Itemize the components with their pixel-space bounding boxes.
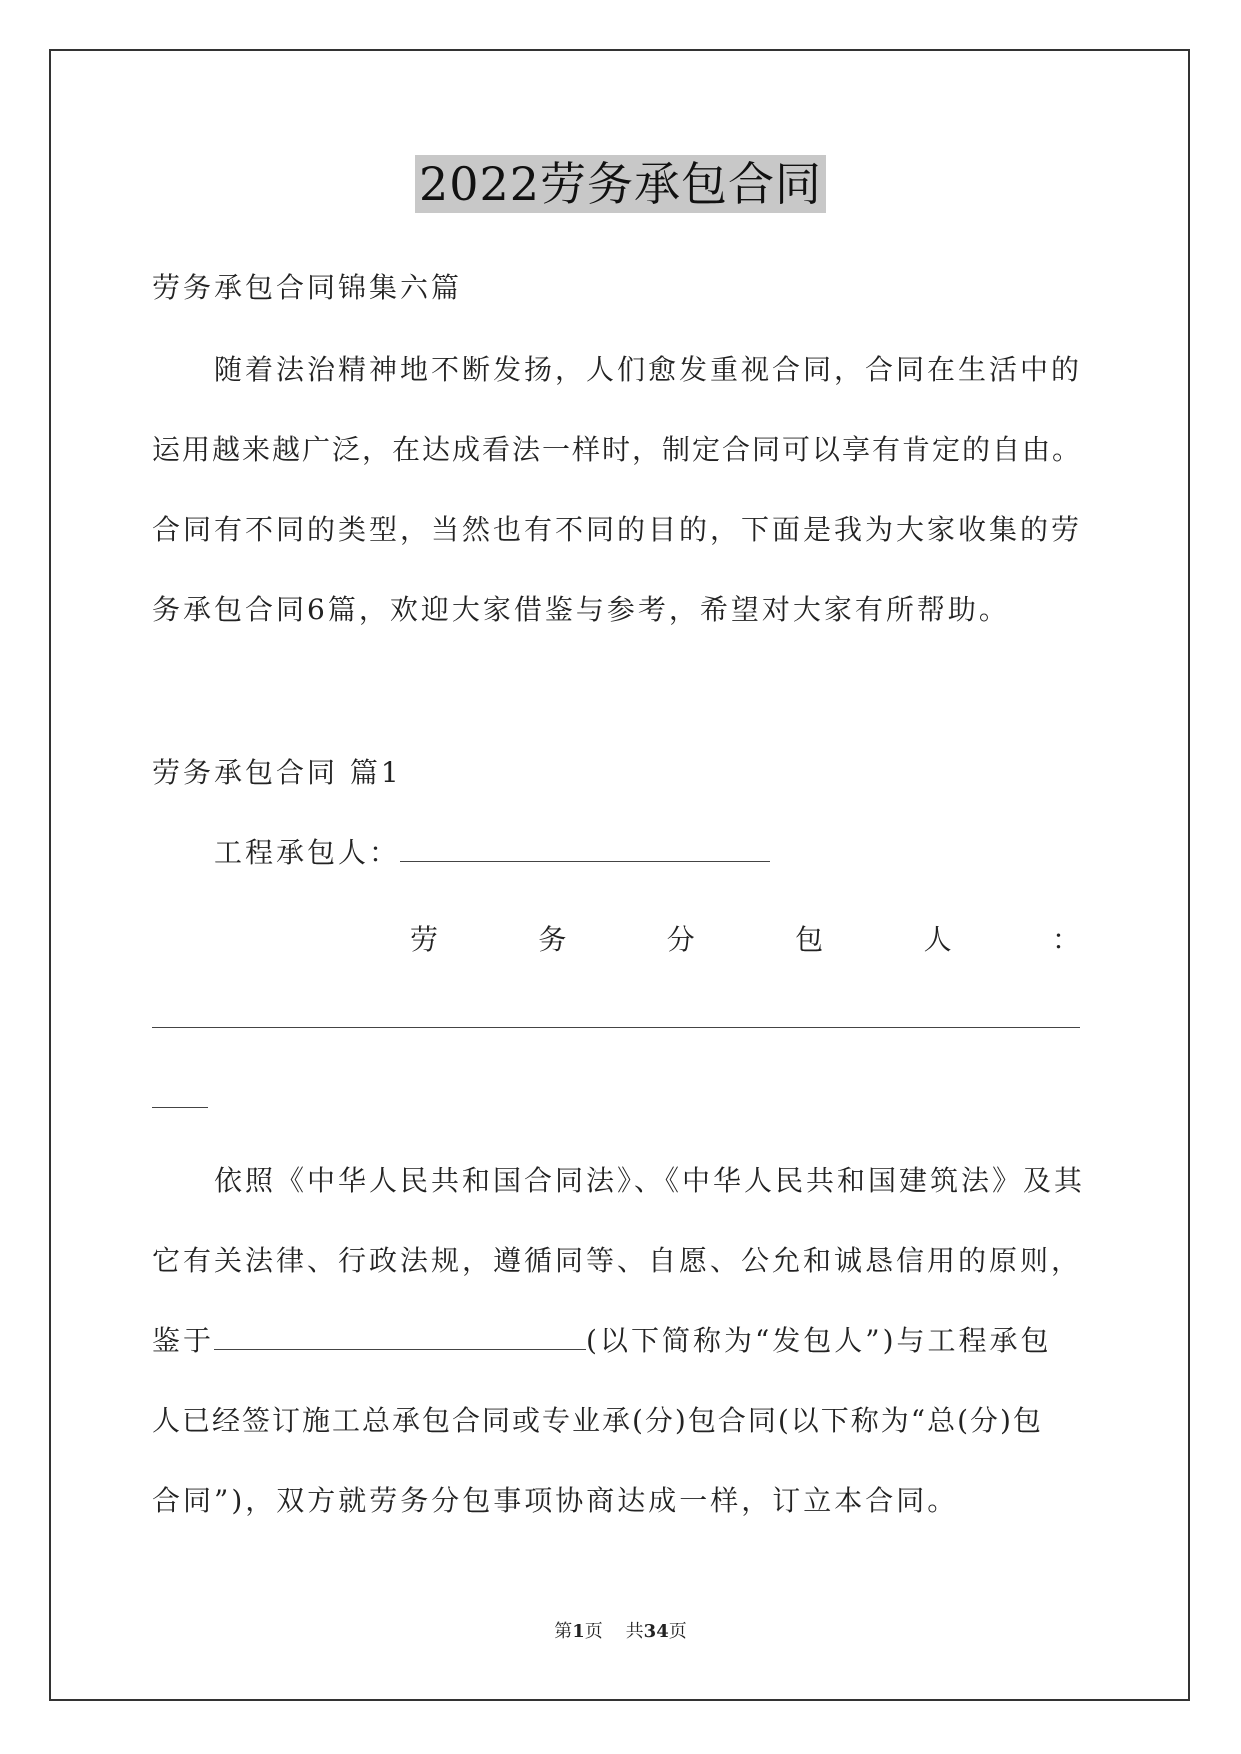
body-line-3-post: (以下简称为“发包人”)与工程承包 (586, 1324, 1052, 1357)
subcontractor-blank-line (152, 1027, 1080, 1028)
footer-page-number: 1 (572, 1621, 585, 1642)
body-line-3-pre: 鉴于 (152, 1324, 215, 1357)
intro-line-1: 随着法治精神地不断发扬，人们愈发重视合同，合同在生活中的 (214, 353, 1083, 386)
body-line-5: 合同”)，双方就劳务分包事项协商达成一样，订立本合同。 (152, 1484, 959, 1517)
section-heading: 劳务承包合同 篇1 (152, 756, 402, 789)
subcontractor-char: 包 (795, 923, 824, 956)
footer-total-prefix: 共 (625, 1621, 644, 1642)
footer-page-prefix: 第 (554, 1621, 573, 1642)
body-line-4: 人已经签订施工总承包合同或专业承(分)包合同(以下称为“总(分)包 (152, 1404, 1043, 1437)
document-subtitle: 劳务承包合同锦集六篇 (152, 271, 463, 304)
footer-total-pages: 34 (643, 1621, 669, 1642)
contractor-blank (400, 835, 770, 862)
subcontractor-char: 务 (538, 923, 567, 956)
subcontractor-char: ： (1051, 923, 1080, 956)
contractor-label: 工程承包人： (214, 836, 401, 869)
body-line-3 (152, 1323, 1052, 1359)
document-title: 2022劳务承包合同 (415, 155, 826, 213)
intro-line-2: 运用越来越广泛，在达成看法一样时，制定合同可以享有肯定的自由。 (152, 433, 1083, 466)
body-line-1: 依照《中华人民共和国合同法》、《中华人民共和国建筑法》及其 (214, 1164, 1086, 1197)
footer-total-suffix: 页 (668, 1621, 687, 1642)
subcontractor-row (410, 922, 1080, 958)
intro-line-4: 务承包合同6篇，欢迎大家借鉴与参考，希望对大家有所帮助。 (152, 593, 1010, 626)
body-line-2: 它有关法律、行政法规，遵循同等、自愿、公允和诚恳信用的原则， (152, 1244, 1083, 1277)
intro-line-3: 合同有不同的类型，当然也有不同的目的，下面是我为大家收集的劳 (152, 513, 1083, 546)
issuer-blank (214, 1323, 586, 1350)
footer-page-suffix: 页 (584, 1621, 603, 1642)
subcontractor-char: 人 (923, 923, 952, 956)
title-container (0, 155, 1241, 213)
subcontractor-char: 分 (666, 923, 695, 956)
contractor-row (214, 835, 770, 871)
page-footer (0, 1620, 1241, 1644)
subcontractor-blank-tail (152, 1107, 208, 1108)
subcontractor-char: 劳 (410, 923, 439, 956)
